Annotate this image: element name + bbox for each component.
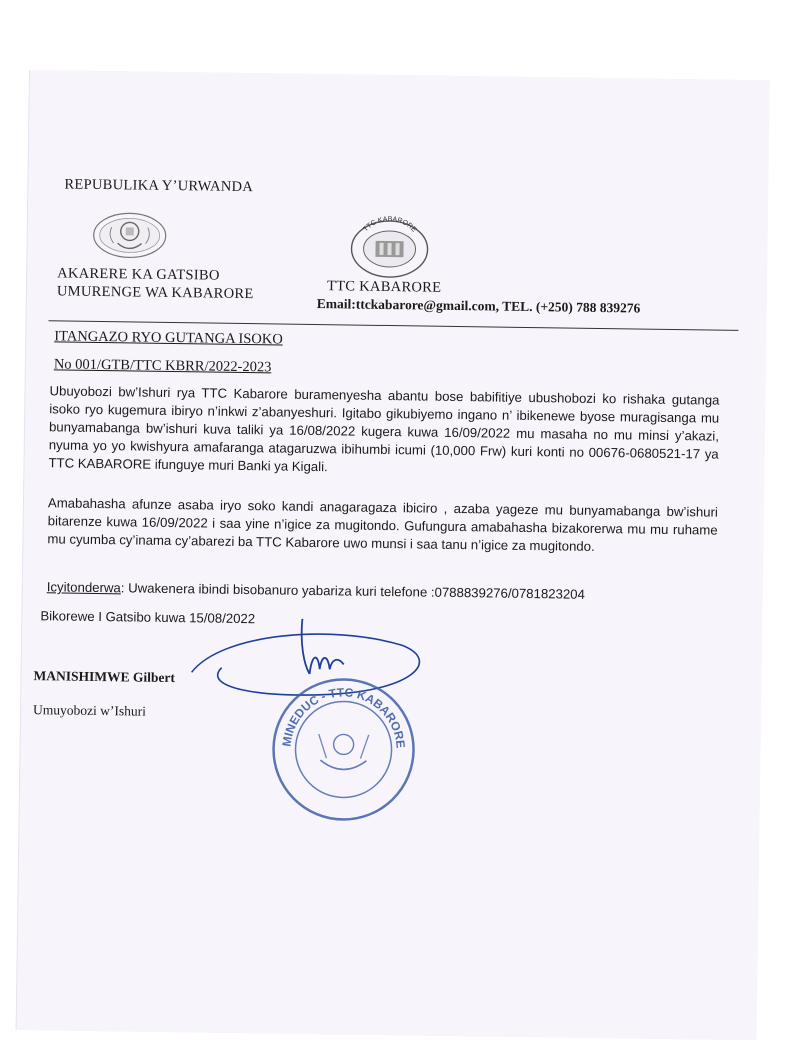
district-block [57, 264, 254, 303]
notice-paragraph-1: Ubuyobozi bw’Ishuri rya TTC Kabarore buramenyesha abantu bose babifitiye ubushobozi ko rishaka gutanga isoko ryo kugemura ibiryo n’inkwi z’abanyeshuri. Igitabo gikubiyemo ingano n’ ibikenewe byose muragisanga mu bunyamabanga bw’ishuri kuva taliki ya 16/08/2022 kugera kuwa 16/09/2022 mu masaha no mu minsi y’akazi, nyuma yo yo kwishyura amafaranga atagaruzwa ibihumbi icumi (10,000 Frw) kuri konti no 00676-0680521-17 ya TTC KABARORE ifunguye muri Banki ya Kigali. [48, 383, 720, 475]
note-label: Icyitonderwa [46, 579, 121, 596]
stamp-text: MINEDUC - TTC KABARORE [279, 685, 408, 749]
notice-note [47, 578, 717, 605]
official-stamp [268, 673, 420, 825]
signatory-role: Umuyobozi w’Ishuri [32, 702, 147, 719]
school-name: TTC KABARORE [326, 278, 442, 296]
district-name: AKARERE KA GATSIBO [57, 265, 220, 284]
seal-arc-text: TTC KABARORE [362, 216, 418, 234]
notice-reference: No 001/GTB/TTC KBRR/2022-2023 [53, 356, 272, 376]
dateline: Bikorewe I Gatsibo kuwa 15/08/2022 [40, 608, 256, 627]
sector-name: UMURENGE WA KABARORE [56, 283, 254, 303]
school-seal-icon [347, 212, 432, 279]
notice-paragraph-2: Amabahasha afunze asaba iryo soko kandi anagaragaza ibiciro , azaba yageze mu bunyamabanga bw’ishuri bitarenze kuwa 16/09/2022 i saa yine n’igice za mugitondo. Gufungura amabahasha bizakorerwa mu mu ruhame mu cyumba cy’inama cy’abarezi ba TTC Kabarore uwo munsi i saa tanu n’igice za mugitondo. [47, 495, 718, 554]
notice-title: ITANGAZO RYO GUTANGA ISOKO [54, 328, 283, 348]
signatory-name: MANISHIMWE Gilbert [33, 668, 176, 686]
country-heading: REPUBULIKA Y’URWANDA [64, 176, 254, 196]
coat-of-arms-icon [89, 209, 170, 262]
document-page [17, 70, 770, 1040]
note-text: : Uwakenera ibindi bisobanuro yabariza kuri telefone :0788839276/0781823204 [120, 580, 585, 602]
contact-line: Email:ttckabarore@gmail.com, TEL. (+250) 788 839276 [316, 296, 641, 316]
